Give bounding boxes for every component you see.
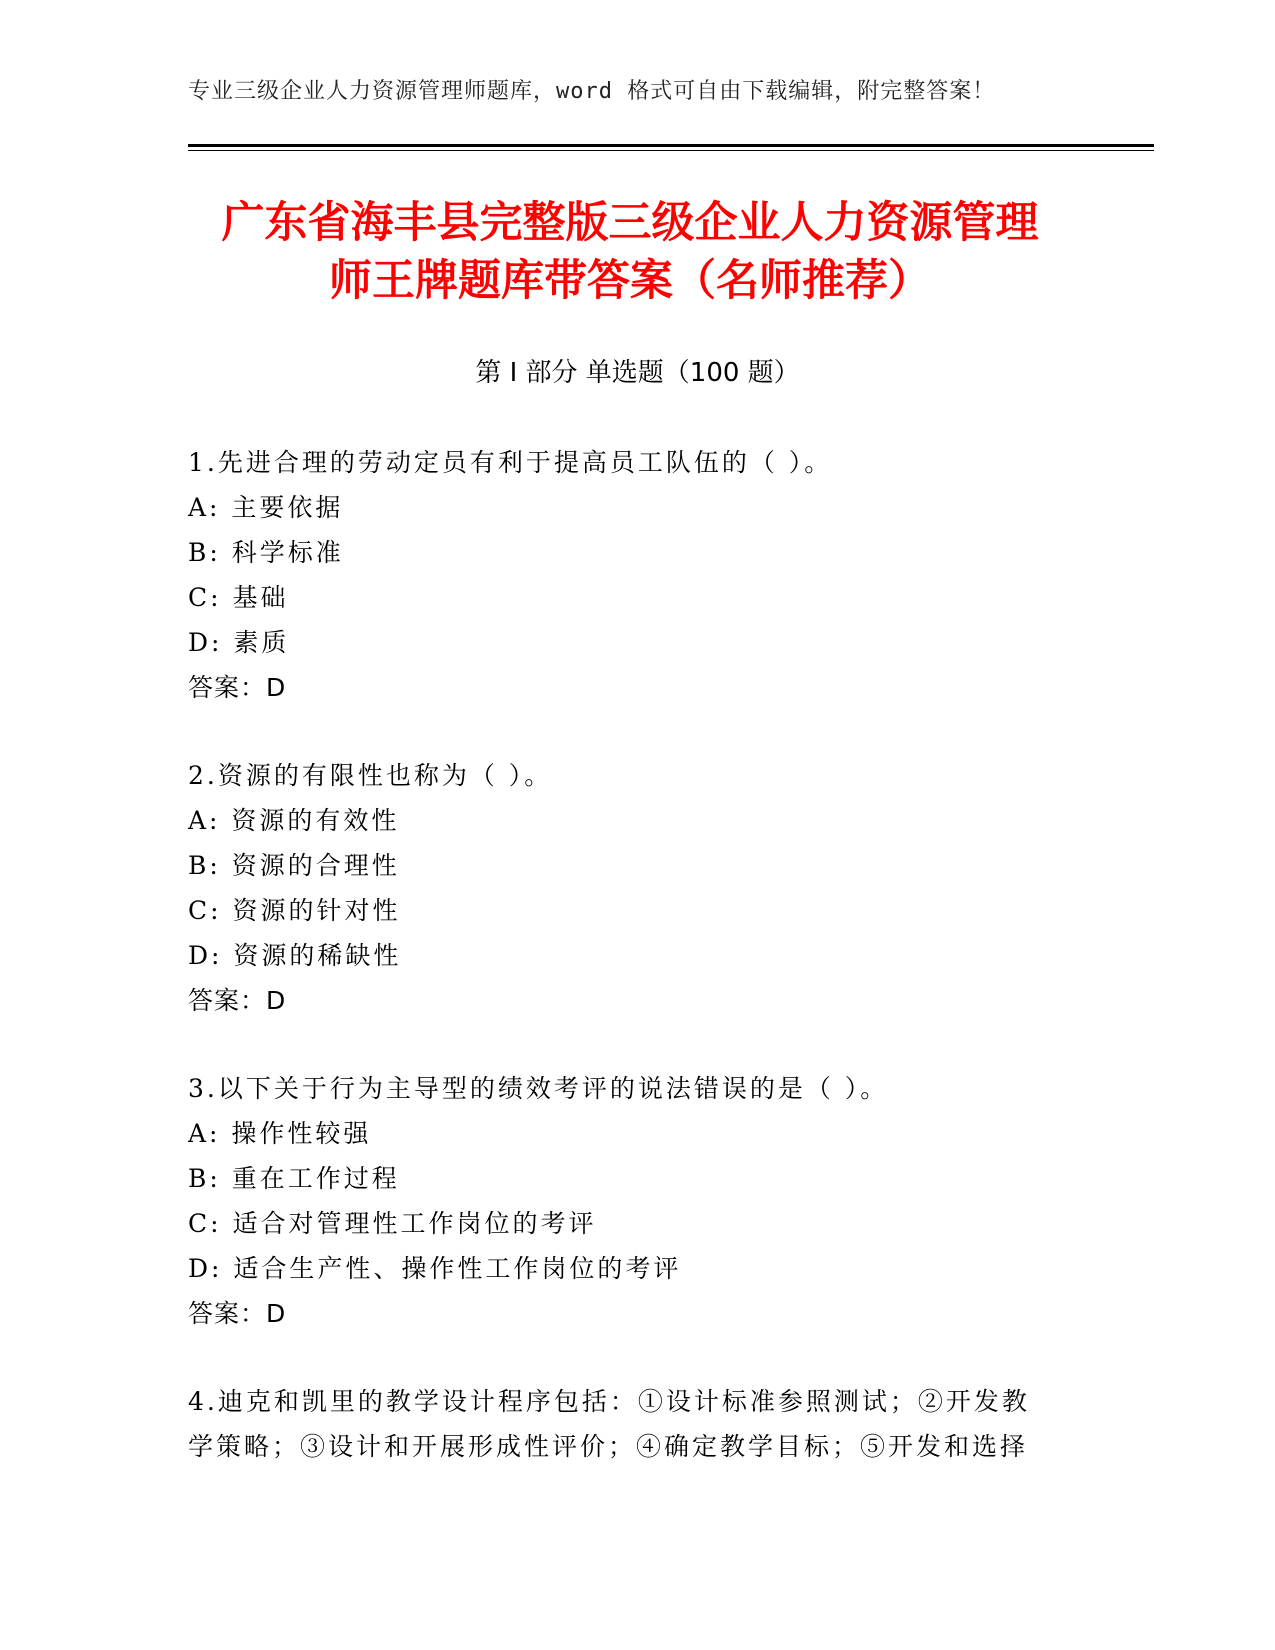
question-3 xyxy=(188,1066,1088,1336)
header-rule-thin xyxy=(188,150,1154,151)
option-c: C: 资源的针对性 xyxy=(188,896,401,925)
option-b: B: 重在工作过程 xyxy=(188,1164,400,1193)
option-a: A: 操作性较强 xyxy=(188,1119,372,1148)
option-c: C: 基础 xyxy=(188,583,289,612)
question-1 xyxy=(188,440,1088,710)
question-stem: 3.以下关于行为主导型的绩效考评的说法错误的是（ ）。 xyxy=(188,1074,889,1103)
answer: 答案：D xyxy=(188,986,287,1015)
answer: 答案：D xyxy=(188,673,287,702)
option-b: B: 资源的合理性 xyxy=(188,851,400,880)
question-stem: 1.先进合理的劳动定员有利于提高员工队伍的（ ）。 xyxy=(188,448,833,477)
option-d: D: 资源的稀缺性 xyxy=(188,941,402,970)
document-title-line-1: 广东省海丰县完整版三级企业人力资源管理 xyxy=(221,198,1039,248)
question-2 xyxy=(188,753,1088,1023)
answer: 答案：D xyxy=(188,1299,287,1328)
document-title-line-2: 师王牌题库带答案（名师推荐） xyxy=(329,256,931,306)
question-4 xyxy=(188,1379,1088,1469)
header-rule-thick xyxy=(188,144,1154,147)
question-stem: 2.资源的有限性也称为（ ）。 xyxy=(188,761,553,790)
section-title: 第 I 部分 单选题（100 题） xyxy=(475,358,800,388)
page-header-note: 专业三级企业人力资源管理师题库，word 格式可自由下载编辑，附完整答案！ xyxy=(188,79,996,104)
option-d: D: 素质 xyxy=(188,628,290,657)
option-a: A: 主要依据 xyxy=(188,493,344,522)
option-c: C: 适合对管理性工作岗位的考评 xyxy=(188,1209,597,1238)
option-d: D: 适合生产性、操作性工作岗位的考评 xyxy=(188,1254,682,1283)
document-title xyxy=(160,194,1100,310)
option-b: B: 科学标准 xyxy=(188,538,344,567)
question-list xyxy=(188,440,1088,1512)
question-stem-line-1: 4.迪克和凯里的教学设计程序包括：①设计标准参照测试；②开发教 xyxy=(188,1387,1030,1416)
question-stem-line-2: 学策略；③设计和开展形成性评价；④确定教学目标；⑤开发和选择 xyxy=(188,1432,1029,1461)
option-a: A: 资源的有效性 xyxy=(188,806,400,835)
